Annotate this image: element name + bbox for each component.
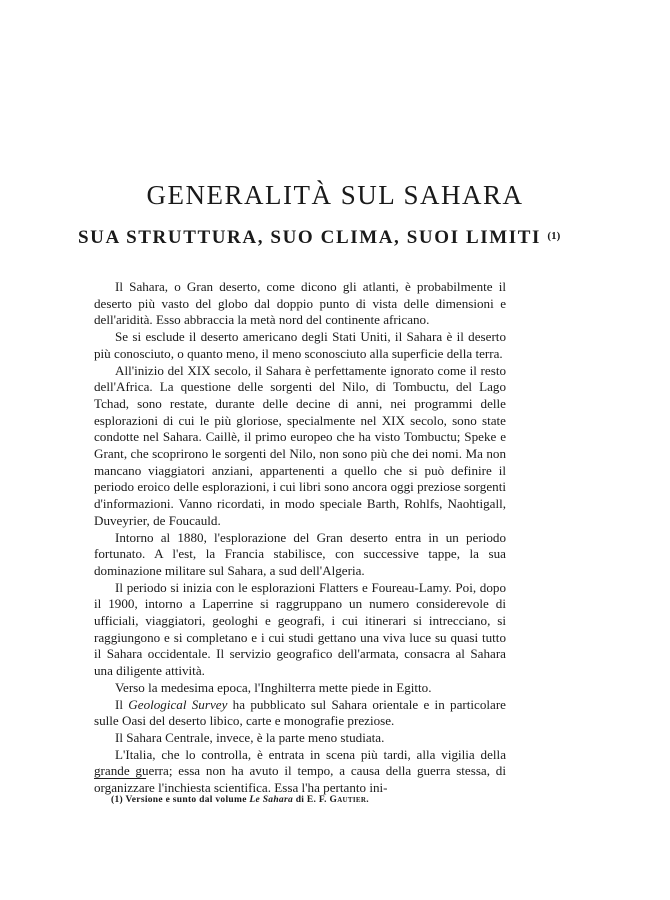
subtitle-text: SUA STRUTTURA, SUO CLIMA, SUOI LIMITI	[78, 227, 542, 248]
paragraph	[94, 580, 506, 680]
footnote-text: di E. F.	[295, 795, 327, 805]
paragraph-text: Verso la medesima epoca, l'Inghilterra mette piede in Egitto.	[115, 679, 432, 695]
paragraph-text: Il Sahara Centrale, invece, è la parte meno studiata.	[115, 729, 385, 745]
paragraph-text: Intorno al 1880, l'esplorazione del Gran deserto entra in un periodo fortunato. A l'est, la Francia stabilisce, con successive tappe, la sua dominazione militare sul Sahara, a sud dell'Algeria.	[94, 529, 506, 578]
paragraph	[94, 530, 506, 580]
footnote	[111, 795, 531, 805]
paragraph-text: secolo, sono state condotte nel Sahara. Caillè, il primo europeo che ha visto Tombuctu; Speke e Grant, che scoprirono le sorgenti del Nilo, non sono più che dei nomi. Ma non mancano viaggiatori anziani, appartenenti a quello che si può definire il periodo eroico delle esplorazioni, i cui libri sono ancora oggi preziose sorgenti d'informazioni. Vanno ricordati, in modo speciale Barth, Rohlfs, Naohtigall, Duveyrier, de Foucauld.	[94, 412, 506, 528]
footnote-reference: (1)	[547, 230, 561, 242]
paragraph-text: Se si esclude il deserto americano degli Stati Uniti, il Sahara è il deserto più conosciuto, o quanto meno, il meno sconosciuto alla superficie della terra.	[94, 329, 506, 361]
paragraph	[94, 680, 506, 697]
footnote-marker: (1)	[111, 795, 123, 805]
footnote-divider	[94, 778, 146, 779]
footnote-book-title: Le Sahara	[249, 795, 294, 805]
paragraph	[94, 279, 506, 329]
paragraph	[94, 329, 506, 362]
italic-title: Geological Survey	[128, 696, 228, 712]
body-text	[94, 279, 506, 797]
paragraph-text: Il Sahara, o Gran deserto, come dicono gli atlanti, è probabilmente il deserto più vasto del globo dal doppio punto di vista delle dimensioni e dell'aridità. Esso abbraccia la metà nord del continente africano.	[94, 279, 506, 328]
roman-numeral: XIX	[381, 412, 405, 428]
page-title: GENERALITÀ SUL SAHARA	[146, 180, 524, 210]
paragraph-text: All'inizio del	[115, 362, 188, 378]
paragraph-text: Il	[115, 696, 129, 712]
paragraph-text: L'Italia, che lo controlla, è entrata in scena più tardi, alla vigilia della grande guerra; essa non ha avuto il tempo, a causa della guerra stessa, di organizzare l'inchiesta scientifica. Essa l'ha pertanto ini-	[94, 746, 506, 796]
paragraph	[94, 730, 506, 747]
footnote-author: Gautier.	[329, 795, 369, 805]
paragraph	[94, 697, 506, 730]
paragraph	[94, 747, 506, 797]
footnote-text: Versione e sunto dal volume	[125, 795, 247, 805]
roman-numeral: XIX	[187, 362, 211, 378]
paragraph	[94, 363, 506, 530]
paragraph-text: secolo, il Sahara è perfettamente ignorato come il resto dell'Africa. La questione delle sorgenti del Nilo, di Tombuctu, del Lago Tchad, sono restate, durante delle decine di anni, nei programmi delle esplorazioni di cui le più gloriose, specialmente nel	[94, 362, 507, 428]
paragraph-text: ha pubblicato sul Sahara orientale e in particolare sulle Oasi del deserto libico, carte e monografie preziose.	[94, 696, 506, 729]
paragraph-text: Il periodo si inizia con le esplorazioni Flatters e Foureau-Lamy. Poi, dopo il 1900, intorno a Laperrine si raggruppano un numero considerevole di ufficiali, viaggiatori, geologhi e geografi, i cui itinerari si intrecciano, si raggiungono e si completano e i cui studi gettano una viva luce su quasi tutto il Sahara occidentale. Il servizio geografico dell'armata, consacra al Sahara una diligente attività.	[94, 579, 506, 679]
page-subtitle	[78, 227, 618, 249]
